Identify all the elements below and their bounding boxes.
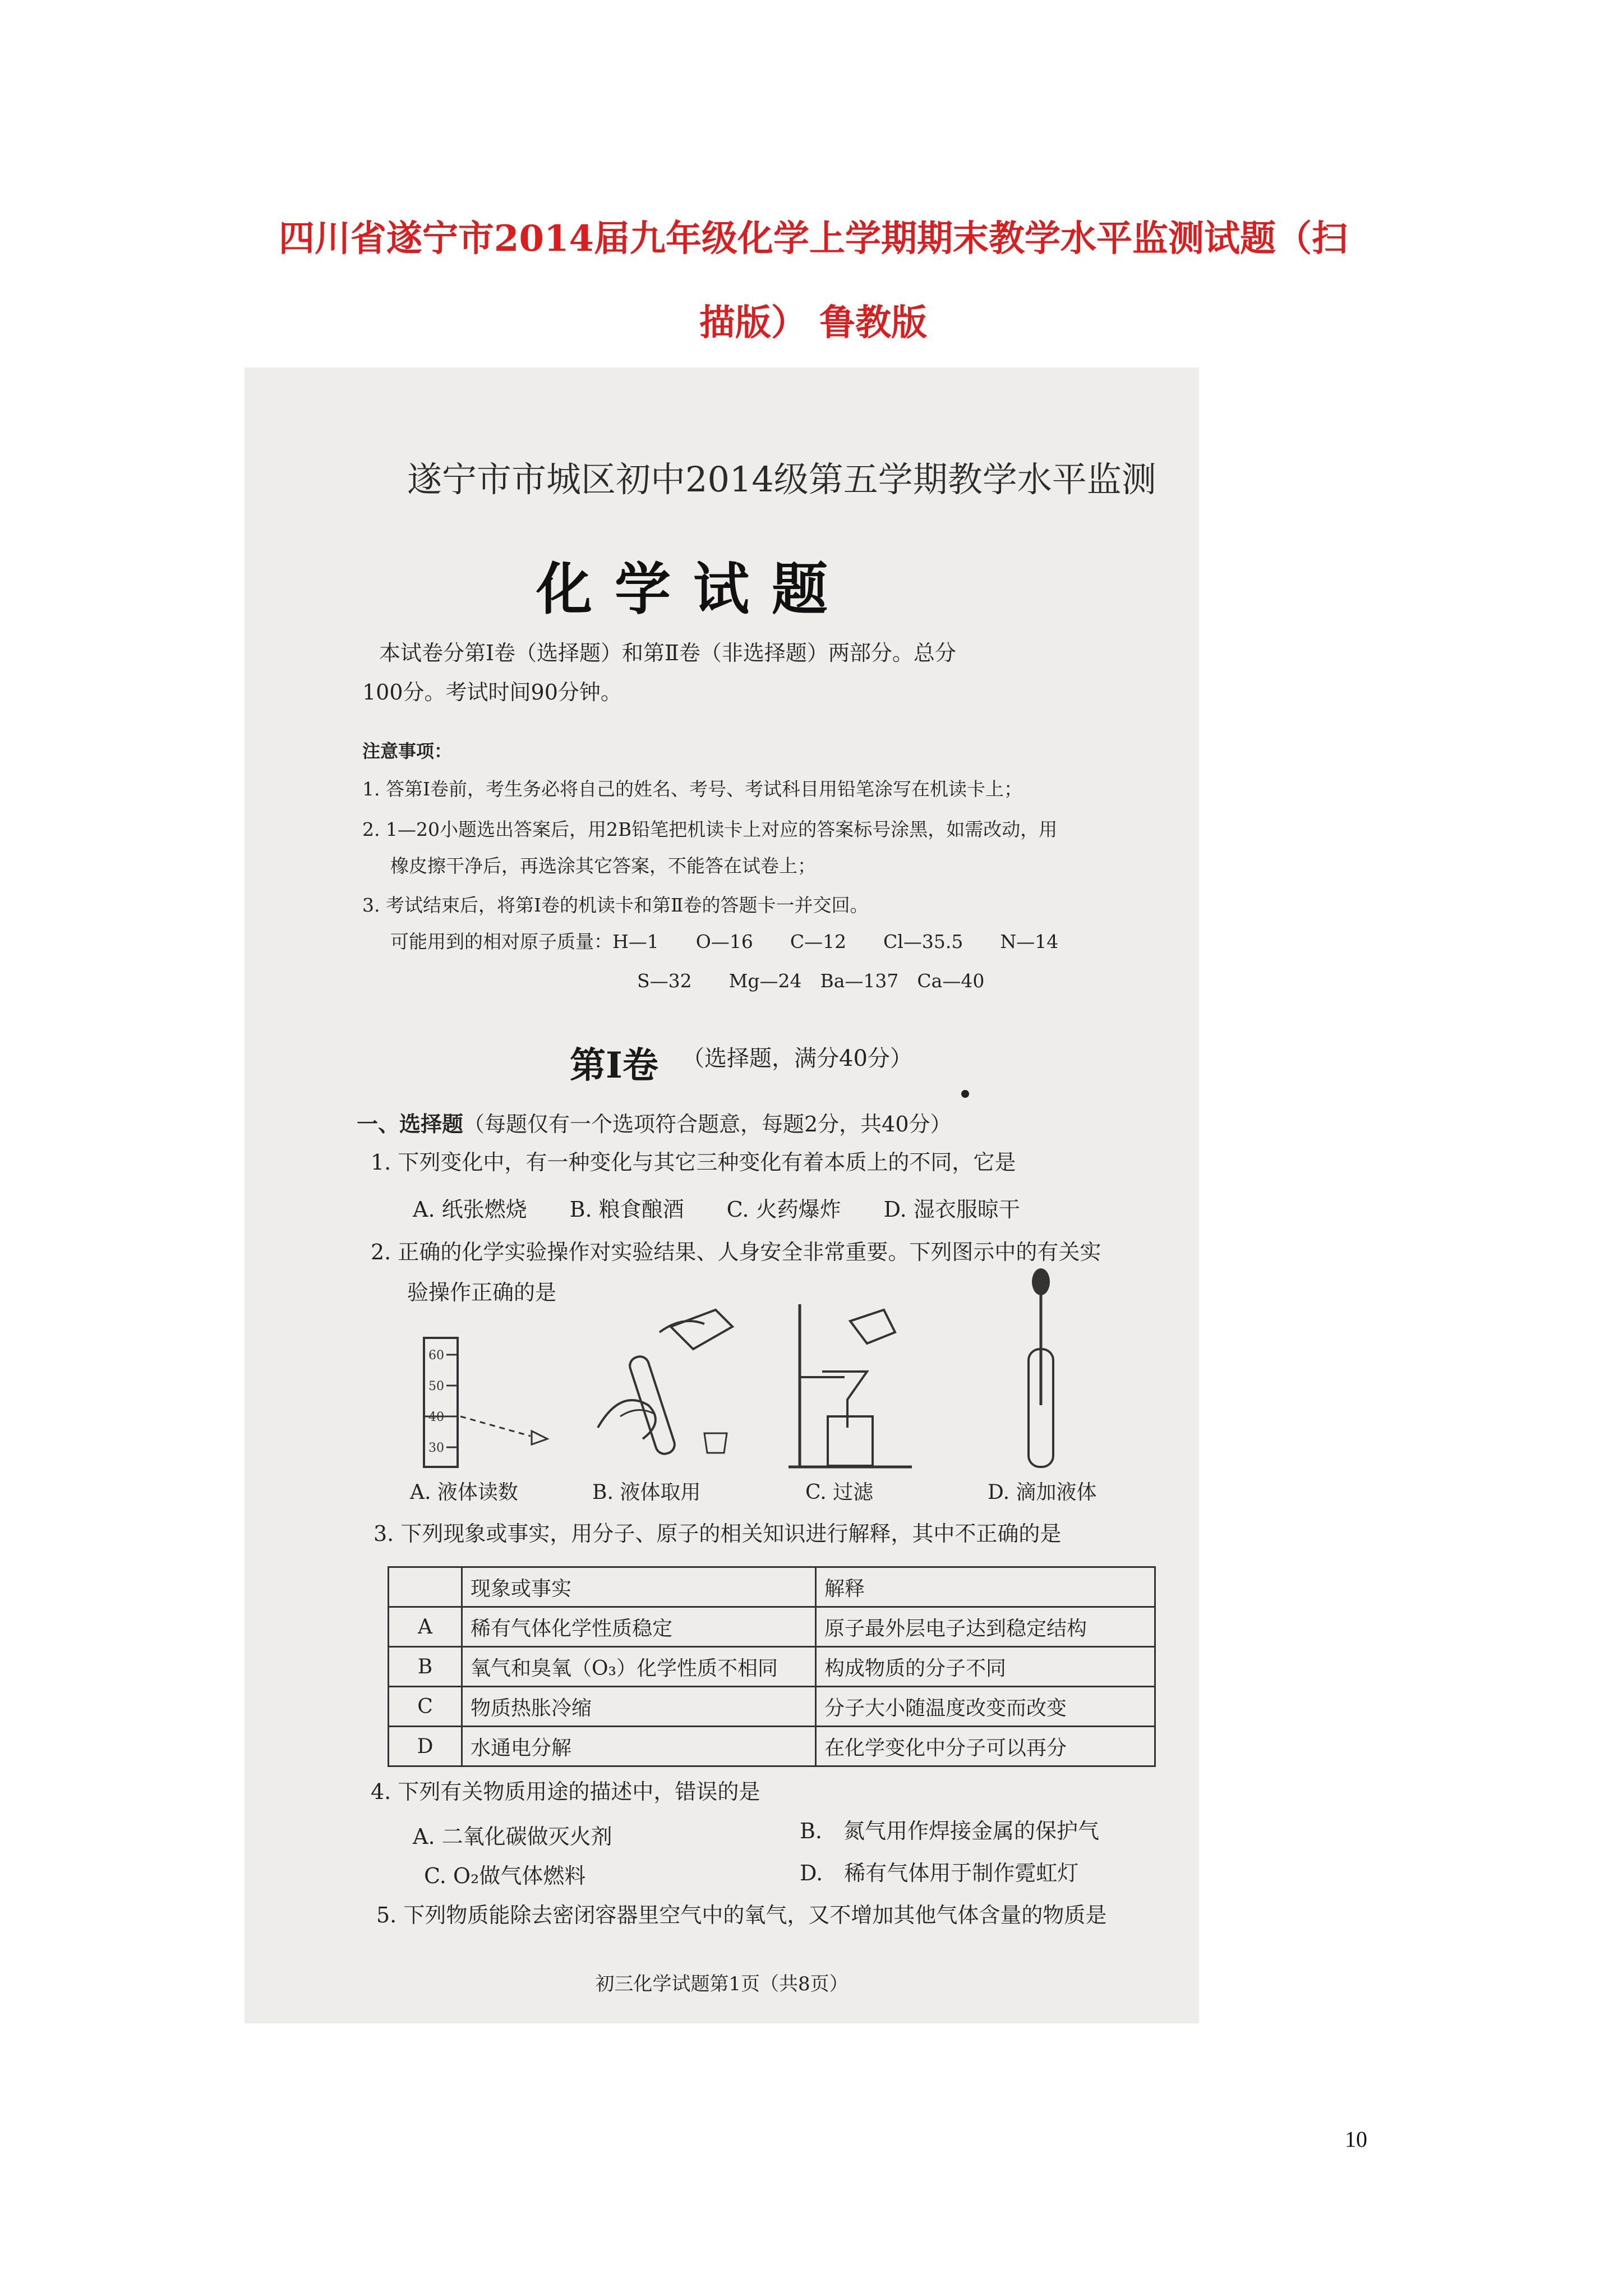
section-title: 第Ⅰ卷 xyxy=(570,1045,658,1087)
atomic-mass-line1: 可能用到的相对原子质量：H—1 O—16 C—12 Cl—35.5 N—14 xyxy=(390,931,1059,953)
note-2-cont: 橡皮擦干净后，再选涂其它答案，不能答在试卷上； xyxy=(390,855,816,877)
table-row xyxy=(389,1687,1155,1727)
q4-option-c: C. O₂做气体燃料 xyxy=(424,1864,586,1888)
intro-line2: 100分。考试时间90分钟。 xyxy=(362,680,622,705)
table-cell: 在化学变化中分子可以再分 xyxy=(816,1727,1155,1766)
note-3: 3. 考试结束后，将第Ⅰ卷的机读卡和第Ⅱ卷的答题卡一并交回。 xyxy=(362,894,869,916)
tick-60: 60 xyxy=(428,1349,444,1363)
part-label: 一、选择题 xyxy=(357,1111,464,1137)
page-number: 10 xyxy=(1345,2127,1367,2152)
table-row xyxy=(389,1647,1155,1687)
figure-b-liquid-pouring xyxy=(587,1293,755,1478)
table-cell: 氧气和臭氧（O₃）化学性质不相同 xyxy=(462,1647,816,1687)
table-row xyxy=(389,1607,1155,1647)
scan-speck xyxy=(961,1090,969,1098)
figure-a-cylinder-reading xyxy=(413,1332,559,1478)
note-2: 2. 1—20小题选出答案后，用2B铅笔把机读卡上对应的答案标号涂黑，如需改动，用 xyxy=(362,818,1058,840)
intro-line1: 本试卷分第Ⅰ卷（选择题）和第Ⅱ卷（非选择题）两部分。总分 xyxy=(379,641,956,665)
q2-stem-line1: 2. 正确的化学实验操作对实验结果、人身安全非常重要。下列图示中的有关实 xyxy=(371,1240,1101,1264)
tick-30: 30 xyxy=(428,1441,444,1455)
figure-a-label: A. 液体读数 xyxy=(410,1481,518,1504)
figure-c-label: C. 过滤 xyxy=(805,1481,874,1504)
document-title-line2: 描版） 鲁教版 xyxy=(699,302,928,344)
q3-stem: 3. 下列现象或事实，用分子、原子的相关知识进行解释，其中不正确的是 xyxy=(374,1521,1062,1546)
figure-d-dropper xyxy=(1007,1265,1075,1478)
table-cell: B xyxy=(389,1647,462,1687)
figure-c-filtration xyxy=(783,1299,917,1478)
atomic-mass-line2: S—32 Mg—24 Ba—137 Ca—40 xyxy=(637,970,985,992)
section-subtitle: （选择题，满分40分） xyxy=(682,1046,912,1071)
table-cell: 构成物质的分子不同 xyxy=(816,1647,1155,1687)
scan-footer: 初三化学试题第1页（共8页） xyxy=(595,1973,849,1995)
table-header-cell: 解释 xyxy=(816,1567,1155,1607)
q1-stem: 1. 下列变化中，有一种变化与其它三种变化有着本质上的不同，它是 xyxy=(371,1150,1016,1175)
table-row xyxy=(389,1727,1155,1766)
table-cell: 分子大小随温度改变而改变 xyxy=(816,1687,1155,1727)
note-1: 1. 答第Ⅰ卷前，考生务必将自己的姓名、考号、考试科目用铅笔涂写在机读卡上； xyxy=(362,778,1023,800)
notes-title: 注意事项： xyxy=(362,740,453,762)
table-header-cell: 现象或事实 xyxy=(462,1567,816,1607)
part-description: （每题仅有一个选项符合题意，每题2分，共40分） xyxy=(463,1112,952,1137)
q3-table xyxy=(388,1566,1156,1767)
exam-main-title: 化学试题 xyxy=(536,556,850,622)
q2-stem-line2: 验操作正确的是 xyxy=(407,1280,557,1305)
scanned-exam-page xyxy=(245,367,1199,2023)
table-header-cell xyxy=(389,1567,462,1607)
figure-d-label: D. 滴加液体 xyxy=(988,1481,1097,1504)
table-cell: 水通电分解 xyxy=(462,1727,816,1766)
table-cell: 稀有气体化学性质稳定 xyxy=(462,1607,816,1647)
table-cell: D xyxy=(389,1727,462,1766)
table-cell: C xyxy=(389,1687,462,1727)
tick-50: 50 xyxy=(428,1379,444,1393)
table-cell: A xyxy=(389,1607,462,1647)
table-header-row xyxy=(389,1567,1155,1607)
q4-option-d: D. 稀有气体用于制作霓虹灯 xyxy=(800,1861,1079,1885)
q5-stem: 5. 下列物质能除去密闭容器里空气中的氧气，又不增加其他气体含量的物质是 xyxy=(376,1903,1107,1927)
q4-option-a: A. 二氧化碳做灭火剂 xyxy=(413,1824,612,1849)
tick-40: 40 xyxy=(428,1410,444,1424)
document-title-line1: 四川省遂宁市2014届九年级化学上学期期末教学水平监测试题（扫 xyxy=(278,218,1348,260)
exam-header: 遂宁市市城区初中2014级第五学期教学水平监测 xyxy=(407,459,1156,500)
table-cell: 物质热胀冷缩 xyxy=(462,1687,816,1727)
q1-options: A. 纸张燃烧 B. 粮食酿酒 C. 火药爆炸 D. 湿衣服晾干 xyxy=(413,1197,1020,1222)
q4-stem: 4. 下列有关物质用途的描述中，错误的是 xyxy=(371,1779,760,1804)
figure-b-label: B. 液体取用 xyxy=(592,1481,701,1504)
table-cell: 原子最外层电子达到稳定结构 xyxy=(816,1607,1155,1647)
q4-option-b: B. 氮气用作焊接金属的保护气 xyxy=(800,1819,1100,1843)
